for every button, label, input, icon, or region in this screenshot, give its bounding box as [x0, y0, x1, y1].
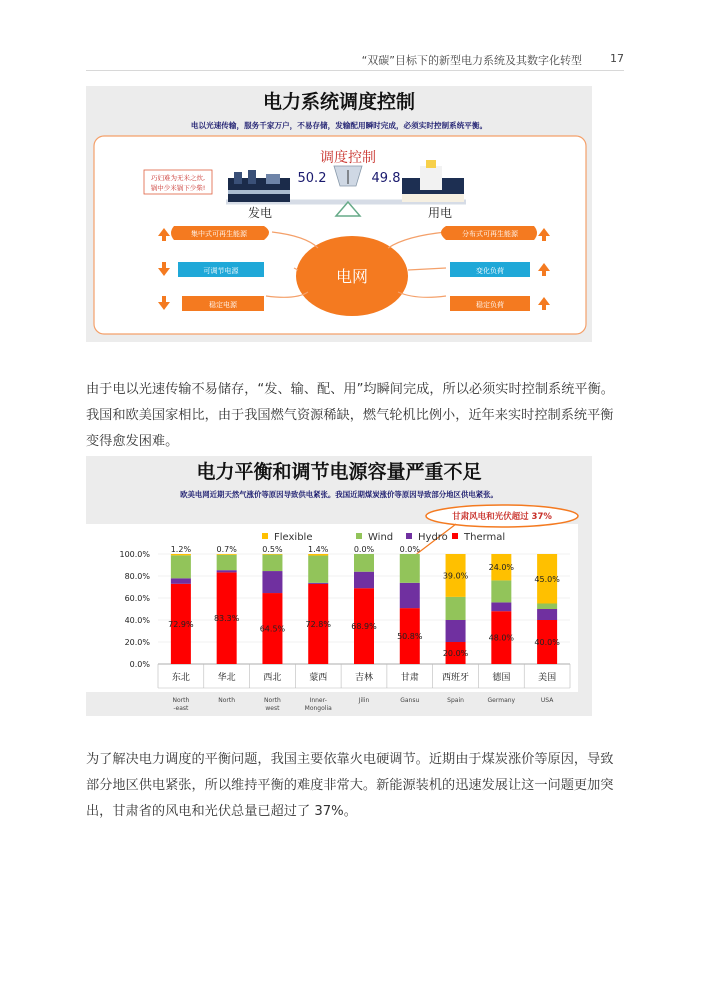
y-tick-label: 0.0% [129, 660, 150, 669]
page-number: 17 [610, 52, 624, 65]
bar-segment-wind [491, 580, 511, 602]
bar-segment-wind [217, 555, 237, 570]
paragraph-1: 由于电以光速传输不易储存，“发、输、配、用”均瞬间完成，所以必须实时控制系统平衡。我国和欧美国家相比，由于我国燃气资源稀缺，燃气轮机比例小，近年来实时控制系统平衡变得愈发困难。 [86, 382, 614, 450]
legend-label: Flexible [274, 532, 313, 543]
x-tick-label-en: North [172, 697, 190, 704]
flexible-data-label: 0.0% [353, 545, 375, 554]
right-box-3: 稳定负荷 [476, 301, 504, 309]
left-box-1: 集中式可再生能源 [191, 230, 247, 238]
thermal-data-label: 64.5% [259, 624, 286, 634]
flexible-data-label: 24.0% [488, 563, 515, 573]
bar-segment-wind [354, 554, 374, 572]
bar-segment-hydro [171, 578, 191, 584]
page-header [86, 46, 624, 71]
y-tick-label: 80.0% [124, 572, 150, 581]
left-value: 50.2 [297, 171, 327, 186]
bar-segment-wind [308, 556, 328, 583]
x-tick-label-en: west [265, 705, 280, 712]
figure2-subtitle: 欧美电网近期天然气涨价等原因导致供电紧张。我国近期煤炭涨价等原因导致部分地区供电紧张。 [180, 490, 498, 499]
x-tick-label-en: Mongolia [304, 705, 332, 712]
x-tick-label-en: North [218, 697, 236, 704]
bar-segment-hydro [262, 571, 282, 593]
note-box [144, 170, 212, 194]
bar-segment-flexible [262, 554, 282, 555]
x-tick-label-en: Germany [487, 697, 516, 704]
thermal-data-label: 68.9% [351, 622, 377, 632]
thermal-data-label: 48.0% [488, 633, 515, 643]
y-tick-label: 40.0% [124, 616, 150, 625]
figure1-title: 电力系统调度控制 [262, 91, 416, 113]
right-box-distributed [441, 226, 537, 240]
legend-swatch [262, 533, 268, 539]
x-tick-label: 西北 [263, 673, 282, 683]
left-box-3: 稳定电源 [209, 301, 237, 309]
dispatch-control-figure [86, 86, 592, 342]
generation-label: 发电 [247, 206, 273, 220]
flexible-data-label: 0.5% [262, 545, 283, 554]
bar-segment-hydro [446, 620, 466, 642]
x-tick-label: 东北 [171, 673, 190, 683]
x-tick-label: 华北 [217, 673, 236, 683]
figure2-title: 电力平衡和调节电源容量严重不足 [196, 461, 482, 483]
bar-segment-hydro [491, 602, 511, 611]
bar-segment-hydro [537, 609, 557, 620]
thermal-data-label: 83.3% [213, 614, 240, 624]
right-value: 49.8 [371, 171, 401, 186]
x-tick-label: 西班牙 [442, 673, 470, 683]
note-line-2: 锅中少米锅下少柴! [150, 184, 206, 192]
bar-segment-hydro [308, 583, 328, 584]
bar-segment-wind [171, 555, 191, 578]
bar-segment-hydro [217, 570, 237, 572]
legend-swatch [356, 533, 362, 539]
x-tick-label-en: -east [173, 705, 189, 712]
bar-segment-hydro [354, 572, 374, 588]
note-line-1: 巧妇难为无米之炊, [150, 174, 206, 182]
y-tick-label: 60.0% [124, 594, 150, 603]
y-tick-label: 20.0% [124, 638, 150, 647]
y-tick-label: 100.0% [119, 550, 150, 559]
flexible-data-label: 1.4% [308, 545, 329, 554]
legend-label: Hydro [418, 532, 448, 543]
bar-segment-hydro [400, 583, 420, 608]
balance-label: 调度控制 [320, 150, 376, 166]
x-tick-label-en: North [264, 697, 281, 704]
x-tick-label: 蒙西 [309, 673, 328, 683]
thermal-data-label: 72.8% [305, 619, 331, 629]
paragraph-2: 为了解决电力调度的平衡问题，我国主要依靠火电硬调节。近期由于煤炭涨价等原因，导致部分地区供电紧张，所以维持平衡的难度非常大。新能源装机的迅速发展让这一问题更加突出，甘肃省的风电和光伏总量已超过了 37%。 [86, 752, 614, 820]
callout-text: 甘肃风电和光伏超过 37% [452, 512, 552, 522]
x-tick-label-en: Jilin [358, 697, 370, 704]
x-tick-label-en: USA [540, 697, 554, 704]
flexible-data-label: 0.7% [216, 545, 237, 554]
thermal-data-label: 50.8% [397, 632, 423, 642]
left-box-2: 可调节电源 [203, 267, 239, 275]
bar-segment-wind [262, 555, 282, 572]
bar-segment-flexible [171, 554, 191, 555]
figure1-subtitle: 电以光速传输，服务千家万户，不易存储，发输配用瞬时完成，必须实时控制系统平衡。 [190, 121, 488, 130]
bar-segment-flexible [308, 554, 328, 556]
consumption-label: 用电 [427, 206, 453, 220]
bar-segment-wind [400, 554, 420, 583]
right-box-1: 分布式可再生能源 [462, 230, 518, 238]
flexible-data-label: 0.0% [399, 545, 420, 554]
bar-segment-wind [537, 604, 557, 610]
balance-capacity-figure [86, 456, 592, 716]
x-tick-label-en: Gansu [400, 697, 420, 704]
bar-segment-flexible [217, 554, 237, 555]
x-tick-label-en: Spain [447, 697, 464, 704]
right-box-2: 变化负荷 [476, 267, 504, 275]
x-tick-label: 吉林 [354, 673, 374, 683]
x-tick-label: 甘肃 [400, 673, 419, 683]
left-box-centralized [171, 226, 269, 240]
flexible-data-label: 45.0% [534, 574, 560, 584]
flexible-data-label: 39.0% [442, 571, 469, 581]
x-tick-label: 美国 [538, 673, 557, 683]
grid-label: 电网 [335, 267, 369, 286]
legend-swatch [452, 533, 458, 539]
header-title: “双碳”目标下的新型电力系统及其数字化转型 [361, 54, 582, 67]
legend-label: Wind [368, 532, 394, 543]
x-tick-label-en: Inner- [309, 697, 327, 704]
thermal-data-label: 72.9% [168, 619, 194, 629]
flexible-data-label: 1.2% [170, 545, 192, 554]
bar-segment-wind [446, 597, 466, 620]
legend-label: Thermal [464, 532, 506, 543]
chart-legend [262, 532, 505, 543]
x-tick-label: 德国 [492, 673, 511, 683]
thermal-data-label: 20.0% [442, 649, 469, 658]
thermal-data-label: 40.0% [534, 638, 560, 647]
legend-swatch [406, 533, 412, 539]
